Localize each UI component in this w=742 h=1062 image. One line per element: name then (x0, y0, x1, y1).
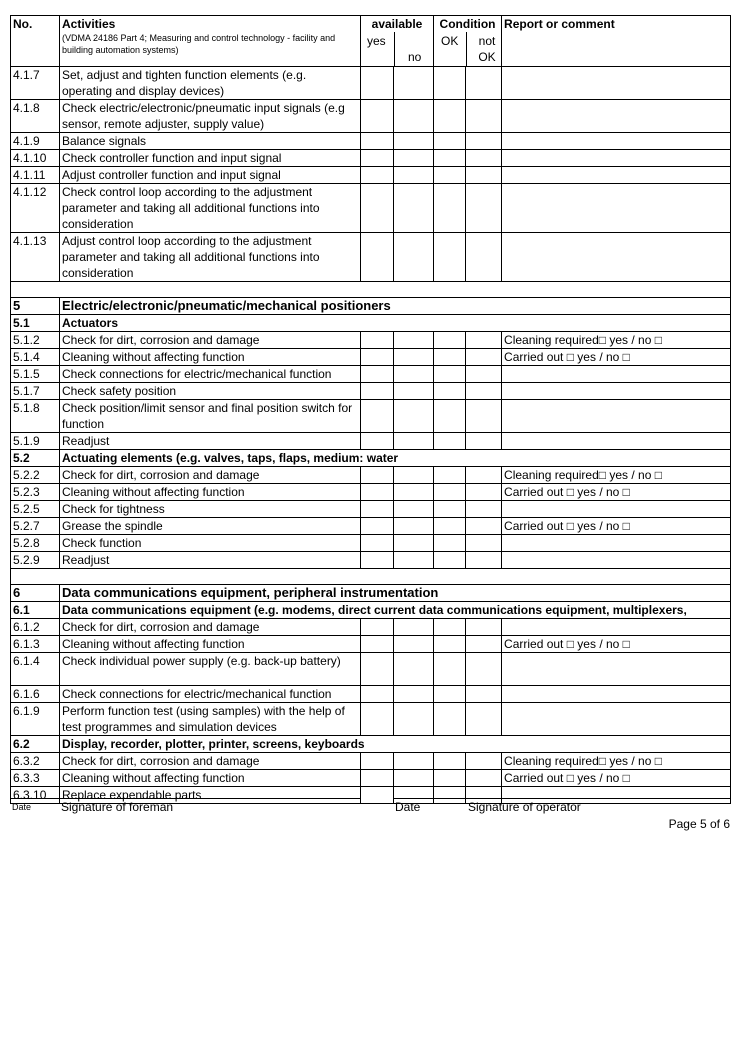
subsection-title: Actuating elements (e.g. valves, taps, flaps, medium: water (60, 450, 731, 467)
item-number: 5.1.9 (11, 433, 60, 450)
report-comment-cell[interactable]: Carried out □ yes / no □ (502, 770, 731, 787)
header-not-ok: not OK (478, 34, 496, 64)
report-comment-cell[interactable]: Cleaning required□ yes / no □ (502, 467, 731, 484)
foreman-signature-line[interactable] (10, 798, 360, 799)
available-no-cell[interactable] (394, 100, 434, 133)
header-no: No. (11, 16, 60, 67)
report-comment-cell[interactable]: Carried out □ yes / no □ (502, 349, 731, 366)
date-left-label: Date (12, 802, 32, 812)
subsection-title: Display, recorder, plotter, printer, screens, keyboards (60, 736, 731, 753)
condition-not-ok-cell[interactable] (466, 552, 502, 569)
available-no-cell[interactable] (394, 150, 434, 167)
report-comment-cell[interactable] (502, 501, 731, 518)
item-number: 6.1.4 (11, 653, 60, 686)
condition-ok-cell[interactable] (434, 501, 466, 518)
header-yes: yes (367, 34, 386, 48)
header-available (361, 16, 434, 67)
checklist-item-row (11, 184, 731, 233)
condition-not-ok-cell[interactable] (466, 484, 502, 501)
condition-not-ok-cell[interactable] (466, 349, 502, 366)
subsection-number: 5.1 (11, 315, 60, 332)
header-condition (434, 16, 502, 67)
condition-not-ok-cell[interactable] (466, 501, 502, 518)
item-number: 5.2.7 (11, 518, 60, 535)
checklist-item-row (11, 433, 731, 450)
item-activity: Check for dirt, corrosion and damage (60, 753, 361, 770)
checklist-item-row (11, 67, 731, 100)
condition-ok-cell[interactable] (434, 686, 466, 703)
item-activity: Cleaning without affecting function (60, 636, 361, 653)
available-yes-cell[interactable] (361, 383, 394, 400)
spacer-row (11, 569, 731, 585)
condition-not-ok-cell[interactable] (466, 535, 502, 552)
subsection-row (11, 736, 731, 753)
item-activity: Adjust control loop according to the adjustment parameter and taking all additional functions into consideration (60, 233, 361, 282)
item-number: 5.2.5 (11, 501, 60, 518)
available-yes-cell[interactable] (361, 653, 394, 686)
condition-not-ok-cell[interactable] (466, 703, 502, 736)
available-no-cell[interactable] (394, 535, 434, 552)
checklist-item-row (11, 349, 731, 366)
operator-signature-line[interactable] (393, 798, 730, 799)
item-activity: Balance signals (60, 133, 361, 150)
item-number: 6.3.2 (11, 753, 60, 770)
item-activity: Check control loop according to the adjustment parameter and taking all additional functions into consideration (60, 184, 361, 233)
available-yes-cell[interactable] (361, 501, 394, 518)
report-comment-cell[interactable] (502, 703, 731, 736)
available-no-cell[interactable] (394, 753, 434, 770)
subsection-number: 5.2 (11, 450, 60, 467)
section-number: 6 (11, 585, 60, 602)
report-comment-cell[interactable] (502, 383, 731, 400)
item-activity: Check individual power supply (e.g. back-up battery) (60, 653, 361, 686)
foreman-signature-label: Signature of foreman (61, 800, 174, 814)
section-title: Data communications equipment, peripheral instrumentation (60, 585, 731, 602)
item-number: 5.2.8 (11, 535, 60, 552)
report-comment-cell[interactable] (502, 150, 731, 167)
report-comment-cell[interactable] (502, 366, 731, 383)
condition-not-ok-cell[interactable] (466, 433, 502, 450)
checklist-item-row (11, 753, 731, 770)
available-yes-cell[interactable] (361, 332, 394, 349)
condition-ok-cell[interactable] (434, 467, 466, 484)
available-yes-cell[interactable] (361, 484, 394, 501)
page-number: Page 5 of 6 (668, 817, 730, 831)
section-number: 5 (11, 298, 60, 315)
item-number: 5.1.7 (11, 383, 60, 400)
item-activity: Check connections for electric/mechanical function (60, 686, 361, 703)
condition-not-ok-cell[interactable] (466, 518, 502, 535)
header-ok: OK (441, 34, 459, 48)
available-no-cell[interactable] (394, 167, 434, 184)
condition-not-ok-cell[interactable] (466, 184, 502, 233)
available-no-cell[interactable] (394, 400, 434, 433)
condition-ok-cell[interactable] (434, 400, 466, 433)
available-no-cell[interactable] (394, 501, 434, 518)
condition-not-ok-cell[interactable] (466, 467, 502, 484)
report-comment-cell[interactable] (502, 400, 731, 433)
header-no-col: no (408, 50, 422, 64)
report-comment-cell[interactable] (502, 653, 731, 686)
condition-ok-cell[interactable] (434, 535, 466, 552)
item-number: 5.1.5 (11, 366, 60, 383)
condition-not-ok-cell[interactable] (466, 770, 502, 787)
available-yes-cell[interactable] (361, 535, 394, 552)
condition-ok-cell[interactable] (434, 133, 466, 150)
report-comment-cell[interactable] (502, 552, 731, 569)
condition-not-ok-cell[interactable] (466, 100, 502, 133)
condition-ok-cell[interactable] (434, 150, 466, 167)
item-number: 6.3.10 (11, 787, 60, 804)
condition-ok-cell[interactable] (434, 653, 466, 686)
available-no-cell[interactable] (394, 686, 434, 703)
available-no-cell[interactable] (394, 349, 434, 366)
condition-not-ok-cell[interactable] (466, 167, 502, 184)
condition-ok-cell[interactable] (434, 349, 466, 366)
report-comment-cell[interactable]: Carried out □ yes / no □ (502, 518, 731, 535)
available-yes-cell[interactable] (361, 703, 394, 736)
available-yes-cell[interactable] (361, 400, 394, 433)
condition-ok-cell[interactable] (434, 366, 466, 383)
date-right-label: Date (395, 800, 421, 814)
checklist-item-row (11, 100, 731, 133)
condition-ok-cell[interactable] (434, 753, 466, 770)
available-yes-cell[interactable] (361, 167, 394, 184)
checklist-item-row (11, 383, 731, 400)
spacer-cell (11, 282, 731, 298)
checklist-item-row (11, 535, 731, 552)
item-number: 4.1.8 (11, 100, 60, 133)
item-activity: Check for tightness (60, 501, 361, 518)
available-no-cell[interactable] (394, 332, 434, 349)
available-no-cell[interactable] (394, 518, 434, 535)
available-yes-cell[interactable] (361, 150, 394, 167)
condition-ok-cell[interactable] (434, 67, 466, 100)
report-comment-cell[interactable] (502, 686, 731, 703)
checklist-item-row (11, 619, 731, 636)
item-number: 4.1.10 (11, 150, 60, 167)
condition-not-ok-cell[interactable] (466, 753, 502, 770)
available-yes-cell[interactable] (361, 433, 394, 450)
header-activities (60, 16, 361, 67)
condition-not-ok-cell[interactable] (466, 366, 502, 383)
item-number: 5.1.8 (11, 400, 60, 433)
item-activity: Check controller function and input signal (60, 150, 361, 167)
available-no-cell[interactable] (394, 67, 434, 100)
header-report: Report or comment (502, 16, 731, 67)
subsection-title: Actuators (60, 315, 731, 332)
item-activity: Check connections for electric/mechanical function (60, 366, 361, 383)
report-comment-cell[interactable] (502, 433, 731, 450)
condition-ok-cell[interactable] (434, 332, 466, 349)
report-comment-cell[interactable] (502, 67, 731, 100)
operator-signature-label: Signature of operator (468, 800, 581, 814)
spacer-cell (11, 569, 731, 585)
report-comment-cell[interactable] (502, 619, 731, 636)
condition-ok-cell[interactable] (434, 100, 466, 133)
report-comment-cell[interactable]: Cleaning required□ yes / no □ (502, 753, 731, 770)
report-comment-cell[interactable]: Carried out □ yes / no □ (502, 484, 731, 501)
item-activity: Check function (60, 535, 361, 552)
condition-not-ok-cell[interactable] (466, 383, 502, 400)
item-activity: Perform function test (using samples) with the help of test programmes and simulation devices (60, 703, 361, 736)
condition-not-ok-cell[interactable] (466, 133, 502, 150)
report-comment-cell[interactable]: Cleaning required□ yes / no □ (502, 332, 731, 349)
section-row (11, 298, 731, 315)
condition-ok-cell[interactable] (434, 433, 466, 450)
item-number: 5.2.9 (11, 552, 60, 569)
condition-ok-cell[interactable] (434, 233, 466, 282)
header-row (11, 16, 731, 67)
maintenance-checklist-table (10, 15, 731, 804)
condition-not-ok-cell[interactable] (466, 619, 502, 636)
signature-footer (10, 798, 730, 858)
condition-ok-cell[interactable] (434, 383, 466, 400)
available-yes-cell[interactable] (361, 67, 394, 100)
header-condition-title: Condition (439, 17, 496, 31)
condition-ok-cell[interactable] (434, 636, 466, 653)
item-activity: Grease the spindle (60, 518, 361, 535)
available-no-cell[interactable] (394, 233, 434, 282)
item-number: 6.1.9 (11, 703, 60, 736)
item-activity: Readjust (60, 433, 361, 450)
item-activity: Check electric/electronic/pneumatic input signals (e.g sensor, remote adjuster, supply value) (60, 100, 361, 133)
item-number: 5.1.4 (11, 349, 60, 366)
item-activity: Check position/limit sensor and final position switch for function (60, 400, 361, 433)
item-number: 4.1.11 (11, 167, 60, 184)
item-activity: Set, adjust and tighten function elements (e.g. operating and display devices) (60, 67, 361, 100)
item-number: 6.1.6 (11, 686, 60, 703)
available-yes-cell[interactable] (361, 233, 394, 282)
checklist-item-row (11, 484, 731, 501)
item-activity: Replace expendable parts (60, 787, 361, 804)
item-activity: Cleaning without affecting function (60, 770, 361, 787)
report-comment-cell[interactable] (502, 184, 731, 233)
checklist-item-row (11, 770, 731, 787)
report-comment-cell[interactable] (502, 535, 731, 552)
header-available-title: available (371, 17, 423, 31)
checklist-item-row (11, 552, 731, 569)
report-comment-cell[interactable] (502, 133, 731, 150)
subsection-title: Data communications equipment (e.g. modems, direct current data communications equipment, multiplexers, (60, 602, 731, 619)
checklist-item-row (11, 366, 731, 383)
subsection-number: 6.1 (11, 602, 60, 619)
available-no-cell[interactable] (394, 484, 434, 501)
condition-ok-cell[interactable] (434, 703, 466, 736)
item-number: 4.1.9 (11, 133, 60, 150)
checklist-item-row (11, 467, 731, 484)
subsection-row (11, 450, 731, 467)
checklist-item-row (11, 703, 731, 736)
condition-not-ok-cell[interactable] (466, 67, 502, 100)
subsection-row (11, 602, 731, 619)
condition-ok-cell[interactable] (434, 619, 466, 636)
item-number: 6.1.3 (11, 636, 60, 653)
available-yes-cell[interactable] (361, 349, 394, 366)
condition-ok-cell[interactable] (434, 167, 466, 184)
available-no-cell[interactable] (394, 184, 434, 233)
available-no-cell[interactable] (394, 133, 434, 150)
available-yes-cell[interactable] (361, 366, 394, 383)
item-activity: Readjust (60, 552, 361, 569)
section-row (11, 585, 731, 602)
report-comment-cell[interactable] (502, 100, 731, 133)
header-activities-subtitle: (VDMA 24186 Part 4; Measuring and control technology - facility and building automation systems) (62, 33, 336, 55)
available-no-cell[interactable] (394, 433, 434, 450)
condition-ok-cell[interactable] (434, 518, 466, 535)
checklist-item-row (11, 400, 731, 433)
item-activity: Cleaning without affecting function (60, 349, 361, 366)
item-activity: Cleaning without affecting function (60, 484, 361, 501)
checklist-sheet (10, 15, 730, 804)
item-activity: Check for dirt, corrosion and damage (60, 619, 361, 636)
condition-not-ok-cell[interactable] (466, 332, 502, 349)
available-yes-cell[interactable] (361, 518, 394, 535)
report-comment-cell[interactable]: Carried out □ yes / no □ (502, 636, 731, 653)
condition-not-ok-cell[interactable] (466, 233, 502, 282)
item-number: 4.1.7 (11, 67, 60, 100)
available-no-cell[interactable] (394, 383, 434, 400)
checklist-item-row (11, 653, 731, 686)
available-no-cell[interactable] (394, 653, 434, 686)
available-yes-cell[interactable] (361, 770, 394, 787)
item-number: 4.1.12 (11, 184, 60, 233)
condition-ok-cell[interactable] (434, 552, 466, 569)
item-number: 4.1.13 (11, 233, 60, 282)
available-yes-cell[interactable] (361, 552, 394, 569)
subsection-number: 6.2 (11, 736, 60, 753)
condition-not-ok-cell[interactable] (466, 686, 502, 703)
condition-ok-cell[interactable] (434, 484, 466, 501)
item-activity: Check for dirt, corrosion and damage (60, 467, 361, 484)
item-activity: Check safety position (60, 383, 361, 400)
report-comment-cell[interactable] (502, 167, 731, 184)
available-no-cell[interactable] (394, 366, 434, 383)
item-number: 6.1.2 (11, 619, 60, 636)
checklist-item-row (11, 332, 731, 349)
available-no-cell[interactable] (394, 636, 434, 653)
checklist-item-row (11, 686, 731, 703)
checklist-item-row (11, 167, 731, 184)
condition-not-ok-cell[interactable] (466, 400, 502, 433)
available-yes-cell[interactable] (361, 133, 394, 150)
condition-not-ok-cell[interactable] (466, 636, 502, 653)
available-yes-cell[interactable] (361, 467, 394, 484)
subsection-row (11, 315, 731, 332)
available-no-cell[interactable] (394, 619, 434, 636)
checklist-item-row (11, 133, 731, 150)
available-no-cell[interactable] (394, 467, 434, 484)
available-yes-cell[interactable] (361, 686, 394, 703)
available-yes-cell[interactable] (361, 619, 394, 636)
report-comment-cell[interactable] (502, 233, 731, 282)
available-yes-cell[interactable] (361, 636, 394, 653)
available-no-cell[interactable] (394, 552, 434, 569)
item-activity: Check for dirt, corrosion and damage (60, 332, 361, 349)
item-number: 6.3.3 (11, 770, 60, 787)
available-yes-cell[interactable] (361, 184, 394, 233)
checklist-item-row (11, 150, 731, 167)
checklist-item-row (11, 233, 731, 282)
checklist-item-row (11, 518, 731, 535)
condition-ok-cell[interactable] (434, 184, 466, 233)
available-yes-cell[interactable] (361, 753, 394, 770)
condition-not-ok-cell[interactable] (466, 653, 502, 686)
item-activity: Adjust controller function and input signal (60, 167, 361, 184)
item-number: 5.1.2 (11, 332, 60, 349)
section-title: Electric/electronic/pneumatic/mechanical positioners (60, 298, 731, 315)
item-number: 5.2.2 (11, 467, 60, 484)
checklist-item-row (11, 636, 731, 653)
condition-not-ok-cell[interactable] (466, 150, 502, 167)
available-no-cell[interactable] (394, 770, 434, 787)
condition-ok-cell[interactable] (434, 770, 466, 787)
available-no-cell[interactable] (394, 703, 434, 736)
available-yes-cell[interactable] (361, 100, 394, 133)
spacer-row (11, 282, 731, 298)
header-activities-title: Activities (62, 17, 116, 31)
item-number: 5.2.3 (11, 484, 60, 501)
checklist-item-row (11, 501, 731, 518)
